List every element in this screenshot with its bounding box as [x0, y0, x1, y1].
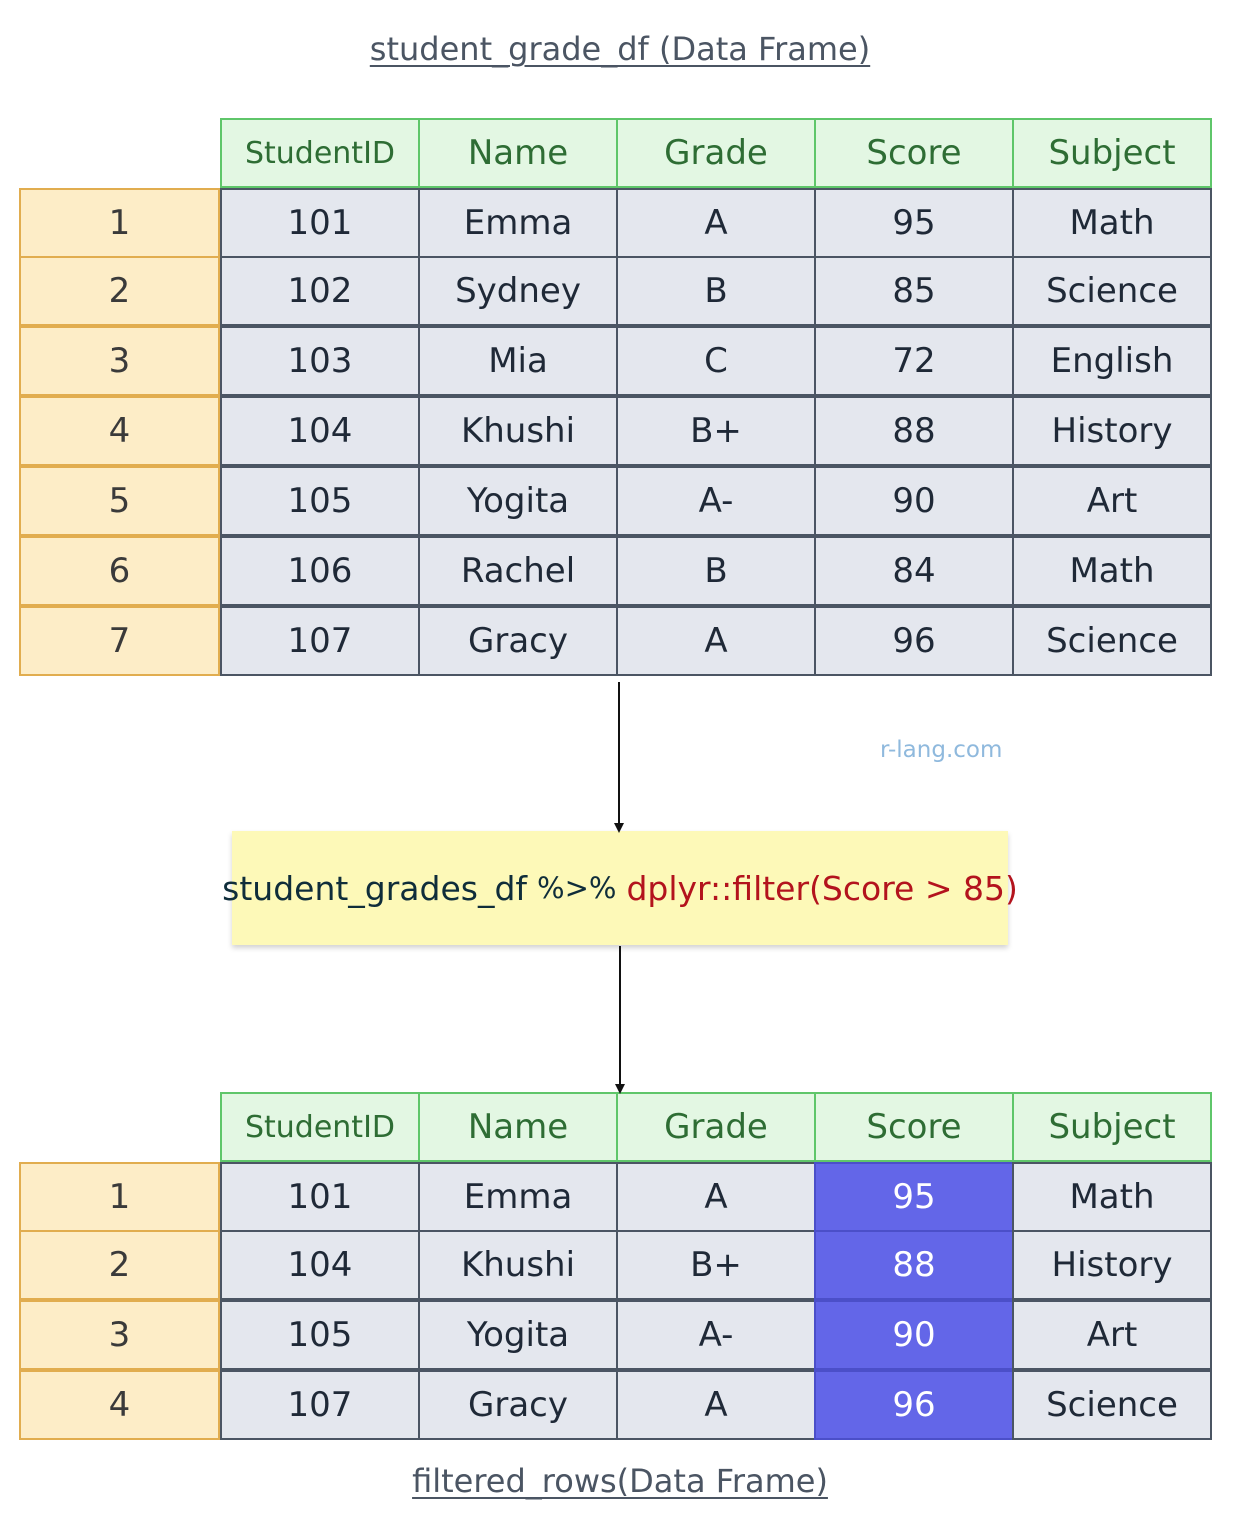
- header-row: [19, 118, 1212, 188]
- cell-studentid: 105: [220, 466, 420, 536]
- cell-name: Emma: [418, 1162, 618, 1232]
- cell-name: Khushi: [418, 396, 618, 466]
- cell-name: Emma: [418, 188, 618, 258]
- cell-name: Rachel: [418, 536, 618, 606]
- cell-studentid: 106: [220, 536, 420, 606]
- row-index: 4: [19, 396, 220, 466]
- cell-score: 96: [814, 606, 1014, 676]
- cell-name: Khushi: [418, 1230, 618, 1300]
- row-index: 1: [19, 1162, 220, 1232]
- cell-subject: Science: [1012, 256, 1212, 326]
- cell-score: 96: [814, 1370, 1014, 1440]
- column-header-score: Score: [814, 1092, 1014, 1162]
- column-header-name: Name: [418, 118, 618, 188]
- column-header-score: Score: [814, 118, 1014, 188]
- table-row: [19, 1302, 1212, 1372]
- cell-studentid: 102: [220, 256, 420, 326]
- cell-grade: C: [616, 326, 816, 396]
- cell-studentid: 104: [220, 396, 420, 466]
- cell-grade: A: [616, 606, 816, 676]
- cell-studentid: 105: [220, 1300, 420, 1370]
- table-row: [19, 1232, 1212, 1302]
- table-row: [19, 258, 1212, 328]
- table-row: [19, 1372, 1212, 1442]
- cell-score: 85: [814, 256, 1014, 326]
- cell-grade: A: [616, 188, 816, 258]
- column-header-subject: Subject: [1012, 1092, 1212, 1162]
- cell-subject: Math: [1012, 1162, 1212, 1232]
- cell-studentid: 107: [220, 606, 420, 676]
- cell-studentid: 101: [220, 188, 420, 258]
- cell-studentid: 104: [220, 1230, 420, 1300]
- code-object: student_grades_df: [222, 868, 528, 908]
- cell-name: Sydney: [418, 256, 618, 326]
- code-filter-call: dplyr::filter(Score > 85): [626, 868, 1018, 908]
- cell-score: 95: [814, 1162, 1014, 1232]
- cell-subject: Science: [1012, 1370, 1212, 1440]
- cell-grade: B+: [616, 1230, 816, 1300]
- header-row: [19, 1092, 1212, 1162]
- column-header-studentid: StudentID: [220, 1092, 420, 1162]
- cell-score: 72: [814, 326, 1014, 396]
- watermark: r-lang.com: [880, 737, 1003, 763]
- top-dataframe-caption: student_grade_df (Data Frame): [369, 30, 871, 68]
- cell-grade: B: [616, 256, 816, 326]
- cell-studentid: 103: [220, 326, 420, 396]
- cell-name: Gracy: [418, 606, 618, 676]
- student-grade-dataframe: [19, 118, 1212, 678]
- code-pipe-operator: %>%: [537, 871, 617, 905]
- row-index: 4: [19, 1370, 220, 1440]
- cell-name: Mia: [418, 326, 618, 396]
- row-index: 3: [19, 326, 220, 396]
- row-index: 5: [19, 466, 220, 536]
- cell-name: Yogita: [418, 1300, 618, 1370]
- cell-subject: History: [1012, 396, 1212, 466]
- column-header-grade: Grade: [616, 1092, 816, 1162]
- table-row: [19, 608, 1212, 678]
- cell-studentid: 101: [220, 1162, 420, 1232]
- table-row: [19, 468, 1212, 538]
- cell-studentid: 107: [220, 1370, 420, 1440]
- row-index: 2: [19, 1230, 220, 1300]
- cell-subject: History: [1012, 1230, 1212, 1300]
- cell-score: 88: [814, 396, 1014, 466]
- cell-subject: Science: [1012, 606, 1212, 676]
- table-body: [19, 188, 1212, 678]
- cell-grade: A: [616, 1162, 816, 1232]
- cell-subject: Art: [1012, 1300, 1212, 1370]
- row-index: 2: [19, 256, 220, 326]
- cell-name: Gracy: [418, 1370, 618, 1440]
- column-header-studentid: StudentID: [220, 118, 420, 188]
- table-row: [19, 398, 1212, 468]
- cell-subject: Math: [1012, 188, 1212, 258]
- cell-grade: A: [616, 1370, 816, 1440]
- row-index: 7: [19, 606, 220, 676]
- bottom-dataframe-caption: filtered_rows(Data Frame): [412, 1462, 828, 1500]
- cell-score: 90: [814, 466, 1014, 536]
- index-corner: [19, 1092, 220, 1162]
- cell-subject: Art: [1012, 466, 1212, 536]
- cell-grade: B+: [616, 396, 816, 466]
- table-body: [19, 1162, 1212, 1442]
- row-index: 6: [19, 536, 220, 606]
- cell-score: 95: [814, 188, 1014, 258]
- cell-subject: English: [1012, 326, 1212, 396]
- row-index: 1: [19, 188, 220, 258]
- cell-score: 90: [814, 1300, 1014, 1370]
- cell-grade: A-: [616, 466, 816, 536]
- cell-name: Yogita: [418, 466, 618, 536]
- column-header-subject: Subject: [1012, 118, 1212, 188]
- column-header-grade: Grade: [616, 118, 816, 188]
- cell-subject: Math: [1012, 536, 1212, 606]
- filtered-rows-dataframe: [19, 1092, 1212, 1442]
- cell-grade: A-: [616, 1300, 816, 1370]
- cell-score: 84: [814, 536, 1014, 606]
- table-row: [19, 1162, 1212, 1232]
- column-header-name: Name: [418, 1092, 618, 1162]
- filter-code-box: [222, 831, 1018, 945]
- cell-grade: B: [616, 536, 816, 606]
- index-corner: [19, 118, 220, 188]
- cell-score: 88: [814, 1230, 1014, 1300]
- table-row: [19, 188, 1212, 258]
- table-row: [19, 328, 1212, 398]
- row-index: 3: [19, 1300, 220, 1370]
- table-row: [19, 538, 1212, 608]
